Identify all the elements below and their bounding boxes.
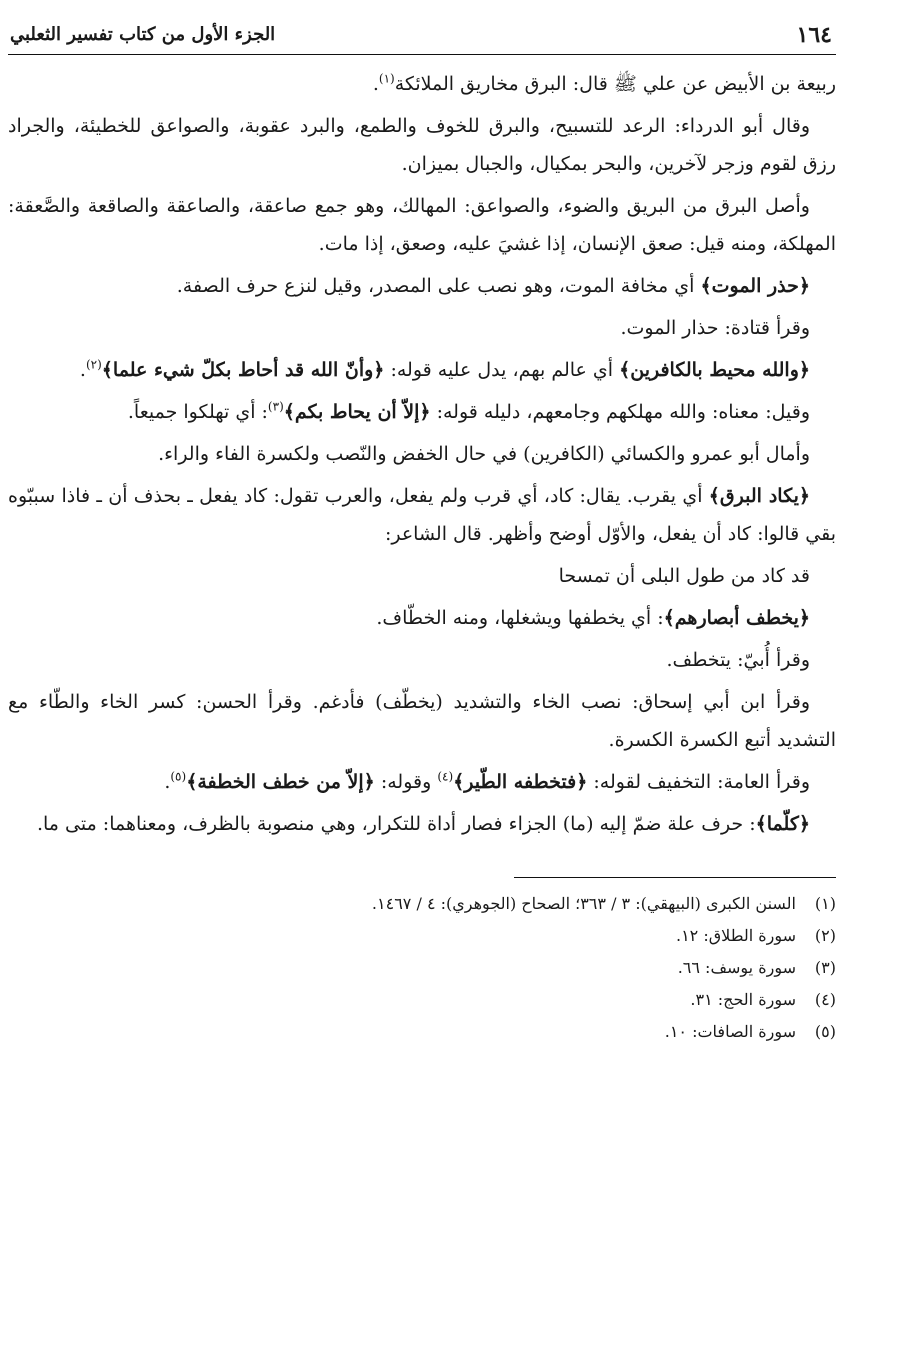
paragraph (8, 641, 836, 679)
footnote-text: سورة الحج: ٣١. (690, 990, 796, 1009)
paragraph-tail: . (79, 359, 86, 381)
footnote-text: سورة الطلاق: ١٢. (675, 926, 796, 945)
footnote-ref: (٤) (437, 769, 454, 784)
paragraph (8, 351, 836, 389)
quran-verse: ﴿إلاّ أن يحاط بكم﴾ (283, 401, 431, 423)
paragraph-tail: . (164, 771, 171, 793)
paragraph (8, 309, 836, 347)
paragraph (8, 683, 836, 759)
footnote (8, 984, 836, 1016)
footnote-ref: (٣) (267, 399, 284, 414)
footnote-text: سورة يوسف: ٦٦. (677, 958, 796, 977)
footnote-number: (١) (814, 894, 836, 913)
paragraph-text: وقيل: معناه: والله مهلكهم وجامعهم، دليله قوله: (430, 401, 810, 423)
paragraph-tail: . (372, 73, 379, 95)
paragraph (8, 477, 836, 553)
footnote-divider (514, 877, 836, 878)
paragraph-text: قد كاد من طول البلى أن تمسحا (558, 565, 810, 587)
quran-verse: ﴿كلّما﴾ (755, 813, 810, 835)
main-text (8, 65, 836, 843)
book-page (8, 18, 836, 1348)
footnote-number: (٥) (814, 1022, 836, 1041)
paragraph-text: وقرأ العامة: التخفيف لقوله: (587, 771, 810, 793)
paragraph (8, 763, 836, 801)
running-title: الجزء الأول من كتاب تفسير الثعلبي (10, 24, 276, 45)
paragraph-text: : أي يخطفها ويشغلها، ومنه الخطّاف. (376, 607, 664, 629)
footnote (8, 1016, 836, 1048)
footnotes (8, 888, 836, 1048)
footnote-number: (٢) (814, 926, 836, 945)
paragraph-text: أي يقرب. يقال: كاد، أي قرب ولم يفعل، والعرب تقول: كاد يفعل ـ بحذف أن ـ فاذا سببّوه بقي قالوا: كاد أن يفعل، والأوّل أوضح وأظهر. قال الشاعر: (8, 485, 836, 545)
footnote-ref: (٢) (85, 357, 102, 372)
paragraph-text: وأمال أبو عمرو والكسائي (الكافرين) في حال الخفض والنّصب ولكسرة الفاء والراء. (158, 443, 810, 465)
paragraph (8, 187, 836, 263)
quran-verse: ﴿والله محيط بالكافرين﴾ (619, 359, 810, 381)
paragraph-text: أي مخافة الموت، وهو نصب على المصدر، وقيل لنزع حرف الصفة. (176, 275, 701, 297)
footnote-ref: (٥) (170, 769, 187, 784)
footnote-text: السنن الكبرى (البيهقي): ٣ / ٣٦٣؛ الصحاح (الجوهري): ٤ / ١٤٦٧. (371, 894, 796, 913)
paragraph (8, 393, 836, 431)
quran-verse: ﴿وأنّ الله قد أحاط بكلّ شيء علما﴾ (101, 359, 385, 381)
footnote (8, 888, 836, 920)
paragraph (8, 599, 836, 637)
page-header (8, 18, 836, 55)
paragraph-text: أي عالم بهم، يدل عليه قوله: (384, 359, 620, 381)
paragraph-tail: : أي تهلكوا جميعاً. (127, 401, 268, 423)
paragraph-text: وأصل البرق من البريق والضوء، والصواعق: المهالك، وهو جمع صاعقة، والصاعقة والصاقعة والصَّعقة: المهلكة، ومنه قيل: صعق الإنسان، إذا غشيَ عليه، وصعق، إذا مات. (8, 195, 836, 255)
quran-verse: ﴿إلاّ من خطف الخطفة﴾ (186, 771, 375, 793)
paragraph (8, 267, 836, 305)
poem-line (8, 557, 836, 595)
footnote (8, 920, 836, 952)
paragraph-text: وقرأ أُبيّ: يتخطف. (666, 649, 810, 671)
paragraph-text: وقوله: (374, 771, 438, 793)
quran-verse: ﴿يخطف أبصارهم﴾ (663, 607, 810, 629)
footnote (8, 952, 836, 984)
paragraph-text: وقال أبو الدرداء: الرعد للتسبيح، والبرق للخوف والطمع، والبرد عقوبة، والصواعق للخطيئة، والجراد رزق لقوم وزجر لآخرين، والبحر بمكيال، والجبال بميزان. (8, 115, 836, 175)
quran-verse: ﴿حذر الموت﴾ (700, 275, 810, 297)
page-number: ١٦٤ (796, 22, 832, 48)
quran-verse: ﴿يكاد البرق﴾ (708, 485, 810, 507)
footnote-number: (٤) (814, 990, 836, 1009)
paragraph (8, 805, 836, 843)
footnote-number: (٣) (814, 958, 836, 977)
paragraph (8, 65, 836, 103)
paragraph-text: وقرأ ابن أبي إسحاق: نصب الخاء والتشديد (يخطّف) فأدغم. وقرأ الحسن: كسر الخاء والطّاء مع التشديد أتبع الكسرة الكسرة. (8, 691, 836, 751)
footnote-ref: (١) (378, 71, 395, 86)
paragraph (8, 435, 836, 473)
paragraph-text: : حرف علة ضمّ إليه (ما) الجزاء فصار أداة للتكرار، وهي منصوبة بالظرف، ومعناهما: متى ما. (36, 813, 756, 835)
quran-verse: ﴿فتخطفه الطّير﴾ (453, 771, 588, 793)
paragraph-text: ربيعة بن الأبيض عن علي ﷺ قال: البرق مخاريق الملائكة (394, 73, 836, 95)
footnote-text: سورة الصافات: ١٠. (664, 1022, 796, 1041)
paragraph-text: وقرأ قتادة: حذار الموت. (620, 317, 810, 339)
paragraph (8, 107, 836, 183)
